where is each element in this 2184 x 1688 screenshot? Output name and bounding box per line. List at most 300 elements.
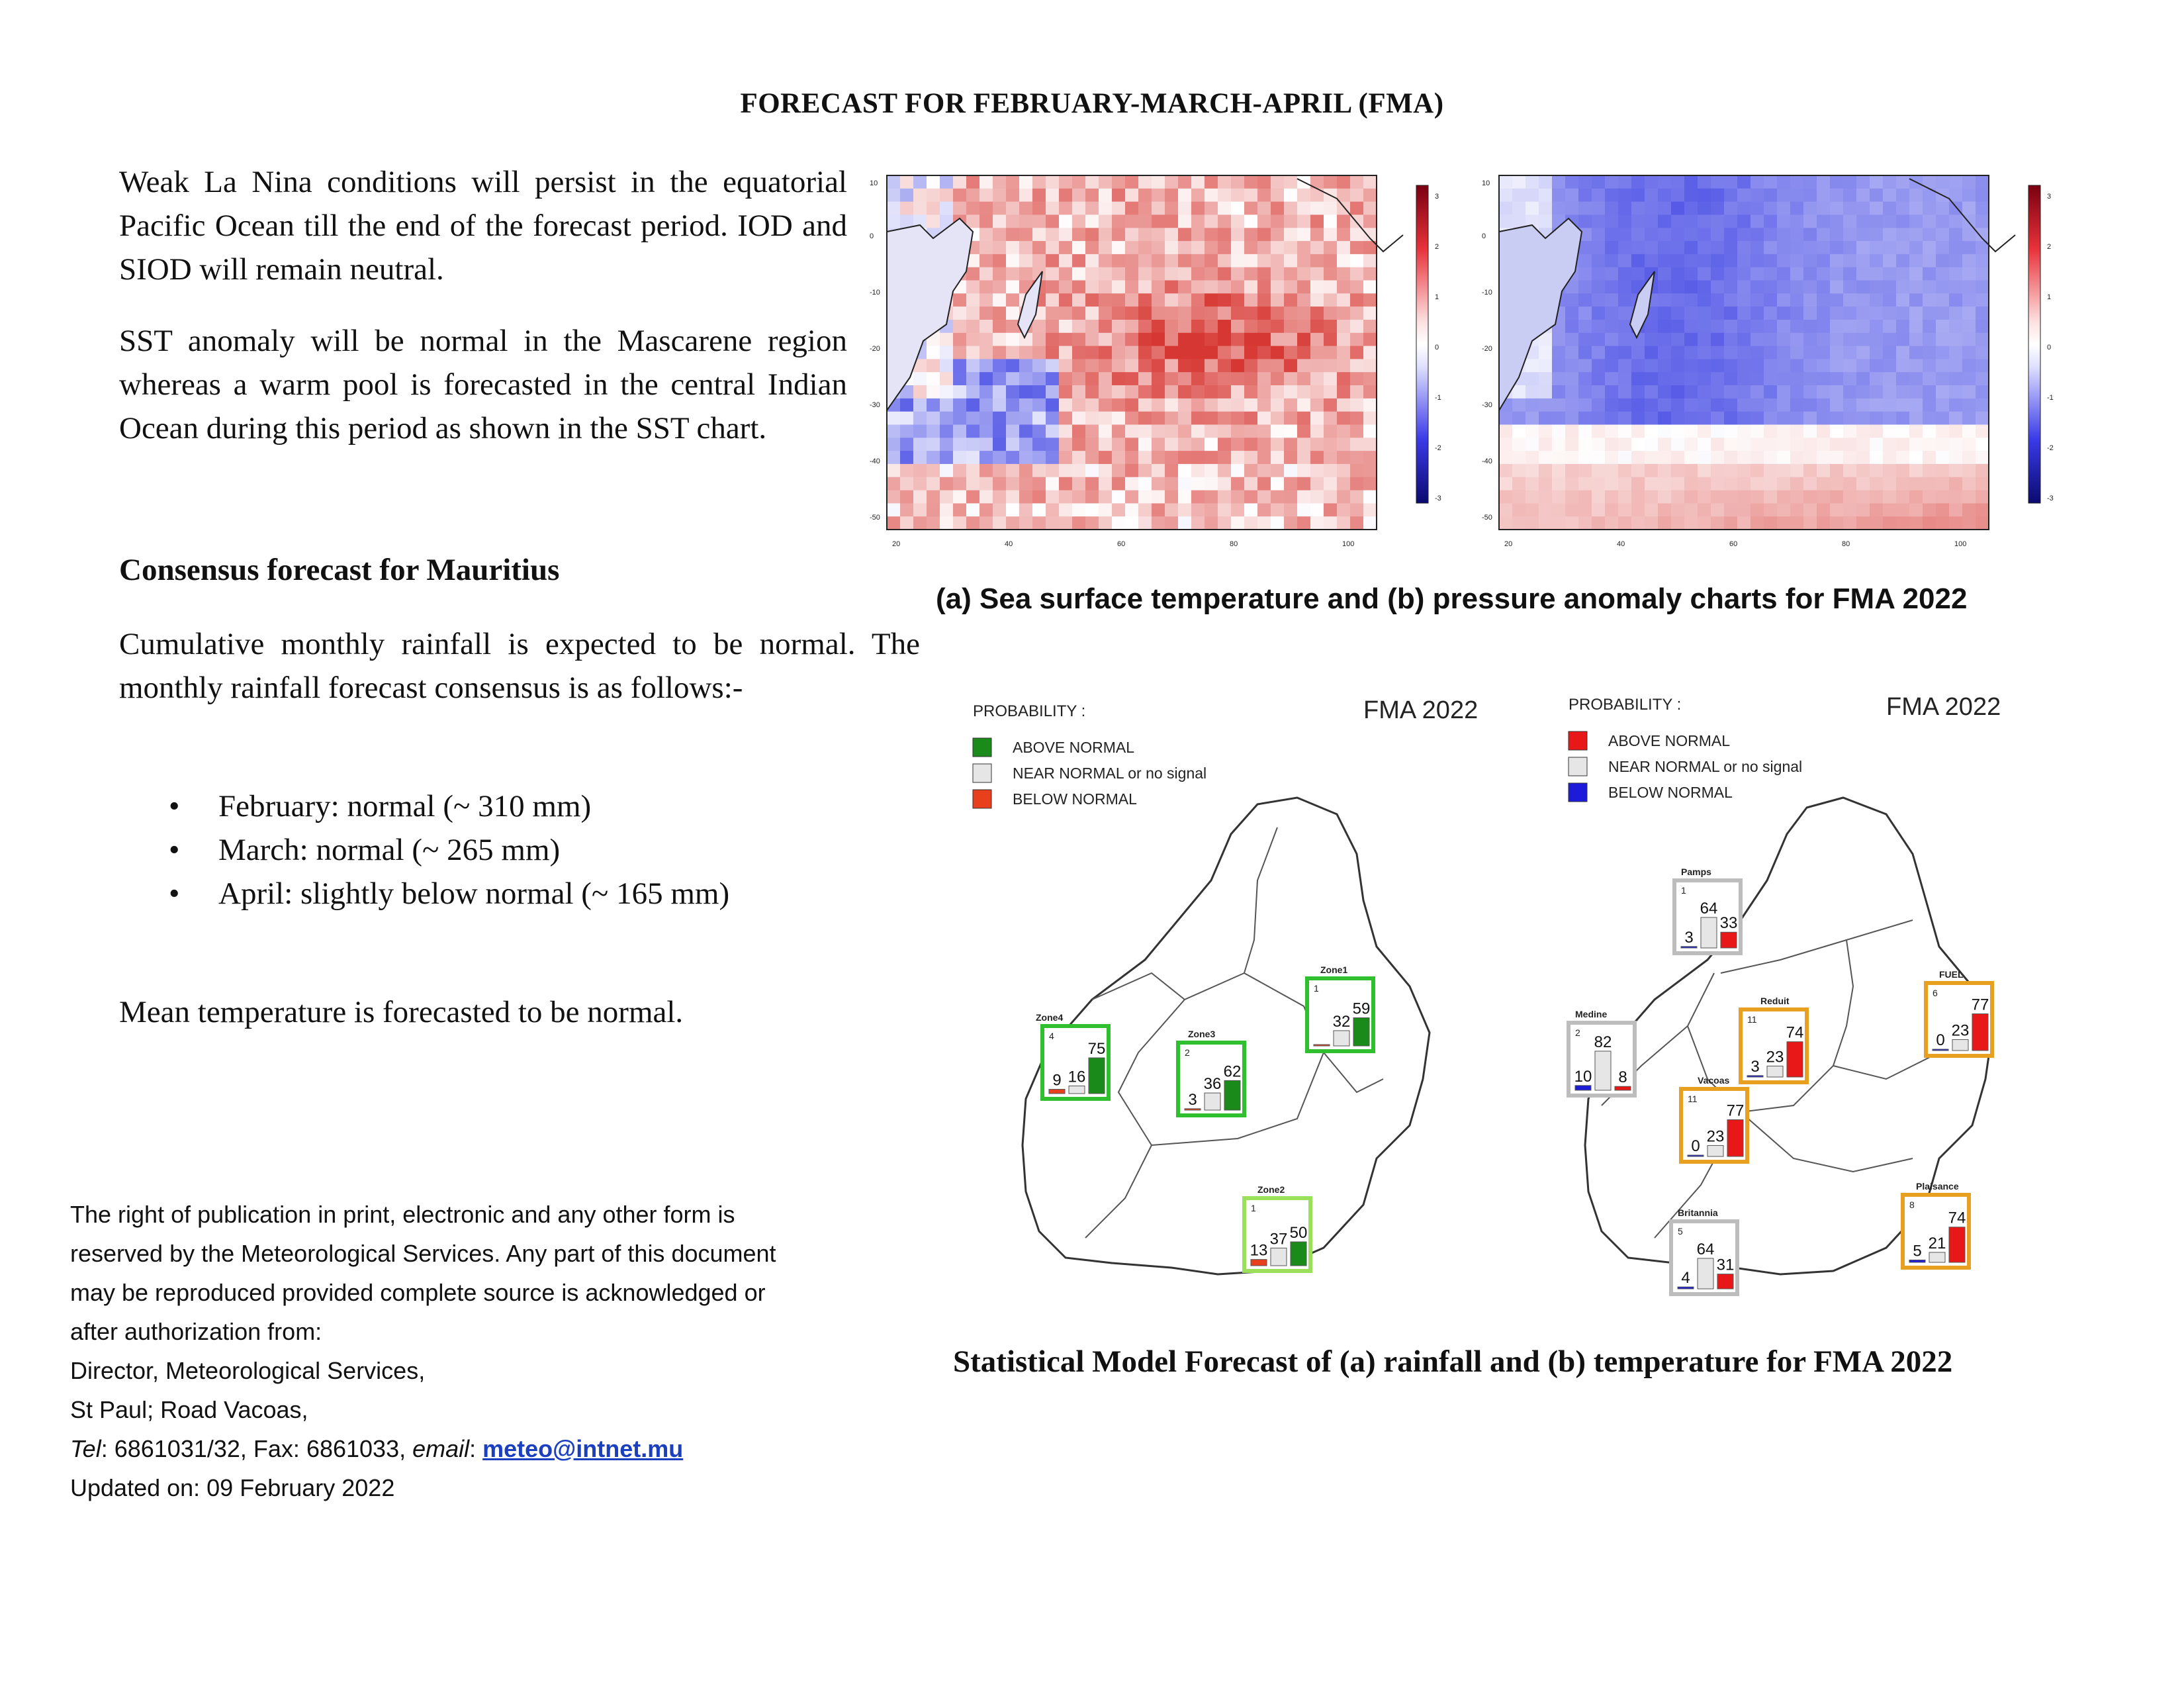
anomaly-cell [1085, 293, 1099, 306]
anomaly-cell [1191, 228, 1205, 241]
anomaly-cell [887, 503, 901, 516]
anomaly-cell [1499, 189, 1513, 202]
anomaly-cell [1112, 503, 1126, 516]
anomaly-cell [1244, 202, 1258, 215]
anomaly-cell [993, 333, 1007, 346]
anomaly-cell [1284, 214, 1298, 228]
anomaly-cell [913, 451, 927, 464]
anomaly-cell [1830, 202, 1844, 215]
anomaly-cell [1870, 516, 1884, 530]
anomaly-cell [1271, 281, 1285, 294]
anomaly-cell [1684, 464, 1698, 477]
anomaly-cell [1552, 333, 1566, 346]
anomaly-cell [1310, 254, 1324, 267]
anomaly-cell [1152, 451, 1165, 464]
anomaly-cell [1324, 175, 1338, 189]
anomaly-cell [1244, 438, 1258, 451]
anomaly-cell [979, 175, 993, 189]
anomaly-cell [1870, 477, 1884, 491]
anomaly-cell [1006, 202, 1020, 215]
anomaly-cell [1883, 425, 1897, 438]
near-value-label: 36 [1203, 1075, 1222, 1094]
anomaly-cell [1618, 451, 1632, 464]
anomaly-cell [1605, 399, 1619, 412]
anomaly-cell [1271, 175, 1285, 189]
anomaly-cell [1284, 491, 1298, 504]
anomaly-cell [1896, 175, 1910, 189]
anomaly-cell [1191, 464, 1205, 477]
anomaly-cell [1284, 451, 1298, 464]
legend-near-swatch [973, 764, 991, 782]
anomaly-cell [1006, 241, 1020, 254]
anomaly-cell [1244, 399, 1258, 412]
list-item [169, 872, 729, 915]
anomaly-cell [953, 464, 967, 477]
anomaly-cell [1565, 464, 1579, 477]
anomaly-cell [1525, 503, 1539, 516]
anomaly-cell [1777, 451, 1791, 464]
anomaly-cell [993, 385, 1007, 399]
anomaly-cell [1605, 333, 1619, 346]
anomaly-cell [1046, 464, 1060, 477]
anomaly-cell [1112, 189, 1126, 202]
anomaly-cell [1803, 214, 1817, 228]
anomaly-cell [1578, 281, 1592, 294]
anomaly-cell [1059, 214, 1073, 228]
anomaly-cell [979, 359, 993, 372]
anomaly-cell [966, 372, 980, 385]
anomaly-cell [1297, 202, 1311, 215]
anomaly-cell [1499, 175, 1513, 189]
anomaly-cell [1138, 254, 1152, 267]
anomaly-cell [1658, 241, 1672, 254]
anomaly-cell [1363, 372, 1377, 385]
anomaly-cell [1125, 346, 1139, 359]
anomaly-cell [1218, 385, 1232, 399]
anomaly-cell [1191, 214, 1205, 228]
anomaly-cell [1870, 320, 1884, 333]
anomaly-cell [1059, 267, 1073, 281]
above-bar [1727, 1120, 1743, 1156]
above-bar [1949, 1227, 1965, 1262]
anomaly-cell [1605, 491, 1619, 504]
anomaly-cell [1539, 189, 1553, 202]
anomaly-cell [940, 359, 954, 372]
anomaly-cell [1085, 491, 1099, 504]
anomaly-cell [887, 412, 901, 425]
anomaly-cell [1099, 254, 1113, 267]
anomaly-cell [1777, 412, 1791, 425]
anomaly-cell [1962, 464, 1976, 477]
anomaly-cell [1962, 491, 1976, 504]
anomaly-cell [1896, 359, 1910, 372]
anomaly-cell [1684, 438, 1698, 451]
anomaly-cell [1645, 491, 1659, 504]
near-bar [1271, 1248, 1287, 1266]
anomaly-cell [1271, 228, 1285, 241]
anomaly-cell [1909, 372, 1923, 385]
anomaly-cell [1059, 333, 1073, 346]
station-name: Zone3 [1188, 1029, 1216, 1039]
anomaly-cell [1363, 293, 1377, 306]
anomaly-cell [1883, 333, 1897, 346]
anomaly-cell [1125, 241, 1139, 254]
anomaly-cell [1671, 385, 1685, 399]
above-value-label: 33 [1719, 914, 1738, 933]
anomaly-cell [1936, 464, 1950, 477]
anomaly-cell [1896, 425, 1910, 438]
anomaly-cell [1205, 320, 1218, 333]
anomaly-cell [1830, 241, 1844, 254]
anomaly-cell [1698, 425, 1711, 438]
anomaly-cell [1099, 293, 1113, 306]
anomaly-cell [1817, 202, 1831, 215]
above-bar [1291, 1242, 1306, 1266]
anomaly-cell [1350, 451, 1364, 464]
anomaly-cell [1698, 189, 1711, 202]
anomaly-cell [1337, 425, 1351, 438]
anomaly-cell [1923, 333, 1936, 346]
anomaly-cell [1830, 451, 1844, 464]
anomaly-cell [1512, 438, 1526, 451]
anomaly-cell [1856, 281, 1870, 294]
anomaly-cell [1936, 320, 1950, 333]
anomaly-cell [1539, 346, 1553, 359]
anomaly-cell [1350, 293, 1364, 306]
anomaly-cell [1244, 241, 1258, 254]
anomaly-cell [1843, 346, 1857, 359]
anomaly-cell [1843, 175, 1857, 189]
anomaly-cell [1684, 333, 1698, 346]
anomaly-cell [993, 228, 1007, 241]
anomaly-cell [1138, 175, 1152, 189]
anomaly-cell [1949, 491, 1963, 504]
anomaly-cell [1618, 516, 1632, 530]
anomaly-cell [966, 425, 980, 438]
anomaly-cell [1032, 477, 1046, 491]
anomaly-cell [940, 372, 954, 385]
anomaly-cell [1499, 503, 1513, 516]
anomaly-cell [1310, 359, 1324, 372]
anomaly-cell [1271, 477, 1285, 491]
anomaly-cell [1817, 451, 1831, 464]
below-bar [1575, 1086, 1591, 1090]
anomaly-cell [1578, 503, 1592, 516]
anomaly-cell [940, 503, 954, 516]
anomaly-cell [1138, 306, 1152, 320]
anomaly-cell [1923, 385, 1936, 399]
anomaly-cell [1499, 425, 1513, 438]
anomaly-cell [1592, 385, 1606, 399]
anomaly-cell [1297, 189, 1311, 202]
anomaly-cell [1178, 464, 1192, 477]
anomaly-cell [1125, 306, 1139, 320]
anomaly-cell [979, 241, 993, 254]
anomaly-cell [1046, 241, 1060, 254]
anomaly-cell [1059, 491, 1073, 504]
anomaly-cell [1512, 503, 1526, 516]
anomaly-cell [1870, 464, 1884, 477]
anomaly-cell [1565, 477, 1579, 491]
anomaly-cell [1271, 425, 1285, 438]
anomaly-cell [1165, 438, 1179, 451]
anomaly-cell [940, 385, 954, 399]
anomaly-cell [1178, 477, 1192, 491]
anomaly-cell [1737, 385, 1751, 399]
anomaly-cell [1310, 425, 1324, 438]
anomaly-cell [1165, 451, 1179, 464]
anomaly-cell [1072, 451, 1086, 464]
anomaly-cell [1936, 333, 1950, 346]
anomaly-cell [1790, 412, 1804, 425]
anomaly-cell [966, 175, 980, 189]
anomaly-cell [1191, 254, 1205, 267]
anomaly-cell [1578, 267, 1592, 281]
anomaly-cell [887, 464, 901, 477]
anomaly-cell [1698, 438, 1711, 451]
anomaly-cell [1059, 451, 1073, 464]
anomaly-cell [1843, 359, 1857, 372]
anomaly-cell [1032, 385, 1046, 399]
colorbar-tick: -1 [1435, 394, 1441, 402]
anomaly-cell [1737, 516, 1751, 530]
anomaly-cell [1271, 320, 1285, 333]
anomaly-cell [1271, 267, 1285, 281]
anomaly-cell [913, 372, 927, 385]
anomaly-cell [1698, 306, 1711, 320]
anomaly-cell [1257, 228, 1271, 241]
anomaly-cell [1297, 385, 1311, 399]
anomaly-cell [1085, 254, 1099, 267]
anomaly-cell [1257, 359, 1271, 372]
anomaly-cell [1777, 425, 1791, 438]
station-name: Britannia [1678, 1207, 1718, 1218]
anomaly-cell [953, 320, 967, 333]
anomaly-cell [1724, 281, 1738, 294]
anomaly-cell [1949, 293, 1963, 306]
anomaly-cell [900, 399, 914, 412]
anomaly-cell [1605, 202, 1619, 215]
anomaly-cell [1711, 267, 1725, 281]
anomaly-cell [1072, 359, 1086, 372]
anomaly-cell [1112, 306, 1126, 320]
email-link[interactable]: meteo@intnet.mu [482, 1435, 684, 1462]
anomaly-cell [1350, 306, 1364, 320]
lead-number: 11 [1688, 1094, 1698, 1104]
anomaly-cell [1645, 333, 1659, 346]
anomaly-cell [1909, 464, 1923, 477]
anomaly-cell [1284, 359, 1298, 372]
anomaly-cell [1962, 306, 1976, 320]
anomaly-cell [1936, 254, 1950, 267]
anomaly-cell [1205, 214, 1218, 228]
anomaly-cell [1830, 281, 1844, 294]
anomaly-cell [1578, 412, 1592, 425]
above-bar [1717, 1274, 1733, 1289]
anomaly-cell [1218, 189, 1232, 202]
anomaly-cell [1099, 412, 1113, 425]
anomaly-cell [1751, 189, 1764, 202]
anomaly-cell [1870, 438, 1884, 451]
anomaly-cell [1218, 254, 1232, 267]
anomaly-cell [1284, 320, 1298, 333]
anomaly-cell [1698, 516, 1711, 530]
lat-tick: -10 [870, 289, 880, 297]
anomaly-cell [1165, 189, 1179, 202]
anomaly-cell [1684, 175, 1698, 189]
anomaly-cell [1803, 399, 1817, 412]
anomaly-cell [1552, 189, 1566, 202]
anomaly-cell [1803, 241, 1817, 254]
anomaly-cell [1618, 214, 1632, 228]
anomaly-cell [1178, 503, 1192, 516]
anomaly-cell [1271, 359, 1285, 372]
anomaly-cell [1936, 241, 1950, 254]
anomaly-cell [1830, 399, 1844, 412]
anomaly-cell [1645, 372, 1659, 385]
anomaly-cell [1658, 202, 1672, 215]
anomaly-cell [1032, 399, 1046, 412]
anomaly-cell [1072, 372, 1086, 385]
anomaly-cell [1112, 516, 1126, 530]
anomaly-cell [966, 346, 980, 359]
anomaly-cell [1883, 399, 1897, 412]
anomaly-cell [1525, 359, 1539, 372]
anomaly-cell [1565, 293, 1579, 306]
anomaly-cell [927, 516, 940, 530]
anomaly-cell [940, 477, 954, 491]
anomaly-cell [1112, 451, 1126, 464]
anomaly-cell [1751, 241, 1764, 254]
anomaly-cell [1552, 516, 1566, 530]
legend-near-label: NEAR NORMAL or no signal [1608, 758, 1803, 775]
anomaly-cell [1605, 412, 1619, 425]
anomaly-cell [1112, 214, 1126, 228]
anomaly-cell [966, 359, 980, 372]
probability-box [1674, 867, 1741, 953]
anomaly-cell [1085, 451, 1099, 464]
anomaly-cell [1777, 464, 1791, 477]
anomaly-cell [1046, 281, 1060, 294]
anomaly-cell [1605, 189, 1619, 202]
anomaly-cell [953, 438, 967, 451]
anomaly-cell [1817, 372, 1831, 385]
anomaly-cell [1962, 320, 1976, 333]
anomaly-cell [1257, 451, 1271, 464]
anomaly-cell [1711, 214, 1725, 228]
anomaly-cell [1711, 241, 1725, 254]
anomaly-cell [1112, 333, 1126, 346]
anomaly-cell [1856, 189, 1870, 202]
anomaly-cell [1896, 254, 1910, 267]
anomaly-cell [1949, 464, 1963, 477]
anomaly-cell [1909, 346, 1923, 359]
anomaly-cell [1363, 320, 1377, 333]
anomaly-cell [1883, 372, 1897, 385]
anomaly-cell [1138, 372, 1152, 385]
anomaly-cell [1817, 175, 1831, 189]
anomaly-cell [1046, 385, 1060, 399]
below-bar [1681, 947, 1697, 948]
anomaly-cell [1019, 477, 1033, 491]
anomaly-cell [1191, 189, 1205, 202]
anomaly-cell [1883, 214, 1897, 228]
anomaly-cell [1099, 359, 1113, 372]
anomaly-cell [1711, 306, 1725, 320]
anomaly-cell [1724, 306, 1738, 320]
anomaly-cell [953, 189, 967, 202]
anomaly-cell [1363, 346, 1377, 359]
anomaly-cell [1592, 412, 1606, 425]
anomaly-cell [1605, 320, 1619, 333]
anomaly-cell [1059, 412, 1073, 425]
anomaly-cell [1724, 464, 1738, 477]
anomaly-cell [1830, 306, 1844, 320]
lead-number: 1 [1314, 983, 1319, 994]
anomaly-cell [1909, 412, 1923, 425]
anomaly-cell [1751, 267, 1764, 281]
anomaly-cell [953, 412, 967, 425]
anomaly-cell [1896, 503, 1910, 516]
anomaly-cell [1324, 320, 1338, 333]
anomaly-cell [1297, 412, 1311, 425]
email-label: email [412, 1435, 470, 1462]
anomaly-cell [1949, 516, 1963, 530]
anomaly-cell [979, 306, 993, 320]
anomaly-cell [1019, 503, 1033, 516]
anomaly-cell [1032, 175, 1046, 189]
colorbar-tick: 2 [2047, 243, 2052, 251]
anomaly-cell [1072, 491, 1086, 504]
anomaly-cell [1244, 491, 1258, 504]
anomaly-cell [1099, 320, 1113, 333]
anomaly-cell [1764, 346, 1778, 359]
anomaly-cell [1909, 516, 1923, 530]
below-bar [1049, 1090, 1065, 1094]
anomaly-cell [1552, 202, 1566, 215]
anomaly-cell [913, 464, 927, 477]
anomaly-cell [1764, 281, 1778, 294]
anomaly-cell [1618, 320, 1632, 333]
anomaly-cell [1883, 346, 1897, 359]
above-value-label: 50 [1289, 1224, 1308, 1242]
anomaly-cell [1671, 281, 1685, 294]
anomaly-cell [1271, 333, 1285, 346]
anomaly-cell [993, 412, 1007, 425]
anomaly-cell [1883, 241, 1897, 254]
anomaly-cell [1072, 306, 1086, 320]
anomaly-cell [1592, 359, 1606, 372]
anomaly-cell [1671, 267, 1685, 281]
anomaly-cell [1578, 175, 1592, 189]
anomaly-cell [1936, 228, 1950, 241]
anomaly-cell [1870, 372, 1884, 385]
lon-tick: 100 [1954, 540, 1967, 548]
anomaly-cell [1870, 214, 1884, 228]
colorbar-tick: 2 [1435, 243, 1439, 251]
anomaly-cell [1631, 228, 1645, 241]
anomaly-cell [1512, 385, 1526, 399]
anomaly-cell [1883, 464, 1897, 477]
anomaly-cell [1658, 503, 1672, 516]
anomaly-cell [1817, 293, 1831, 306]
anomaly-cell [1019, 175, 1033, 189]
anomaly-cell [1231, 451, 1245, 464]
anomaly-cell [1205, 281, 1218, 294]
anomaly-cell [1605, 477, 1619, 491]
anomaly-cell [1205, 516, 1218, 530]
anomaly-cell [1032, 372, 1046, 385]
